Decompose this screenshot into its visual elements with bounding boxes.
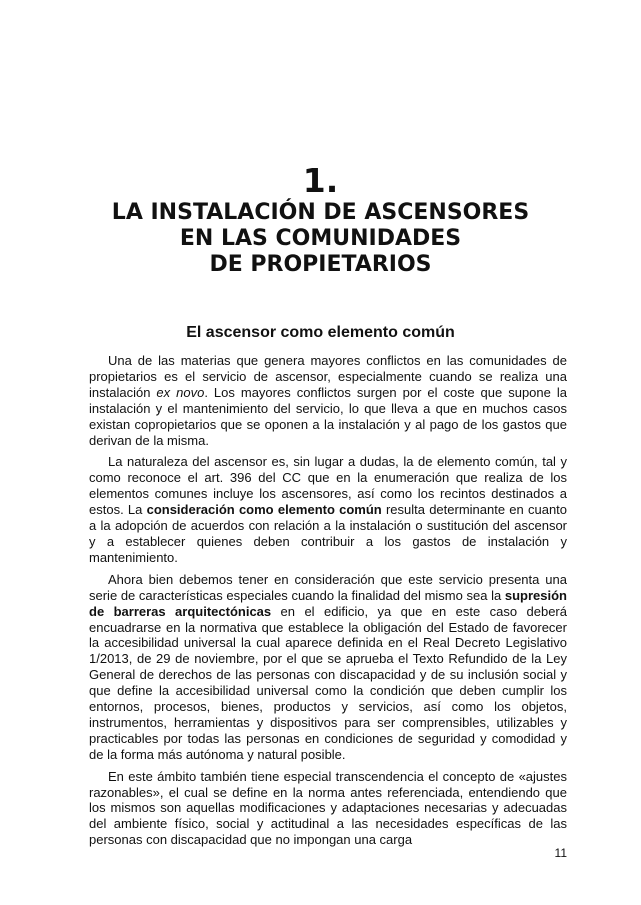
page-number: 11 xyxy=(554,846,567,860)
bold-run: consideración como elemento común xyxy=(146,502,382,518)
text-run: resulta determinante en cuanto a la adopción de acuerdos con relación a la instalación o sustitución del ascensor y a establecer quienes deben contribuir a los gastos de instalación y mantenimiento. xyxy=(89,502,568,565)
section-heading: El ascensor como elemento común xyxy=(186,324,455,341)
text-run: Ahora bien debemos tener en consideración que este servicio presenta una serie de características especiales cuando la finalidad del mismo sea la xyxy=(89,571,567,603)
chapter-title xyxy=(60,200,581,278)
text-run: . Los mayores conflictos surgen por el coste que supone la instalación y el mantenimiento del servicio, lo que lleva a que en muchos casos existan copropietarios que se oponen a la instalación y al pago de los gastos que derivan de la misma. xyxy=(89,384,567,448)
paragraph xyxy=(89,454,567,565)
text-run: Una de las materias que genera mayores conflictos en las comunidades de propietarios es el servicio de ascensor, especialmente cuando se realiza una instalación xyxy=(89,353,567,400)
body-text xyxy=(89,353,567,854)
text-run: La naturaleza del ascensor es, sin lugar a dudas, la de elemento común, tal y como reconoce el art. 396 del CC que en la enumeración que realiza de los elementos comunes incluye los ascensores, así como los recintos destinados a estos. La xyxy=(89,454,567,518)
chapter-title-line: LA INSTALACIÓN DE ASCENSORES xyxy=(111,200,530,225)
chapter-title-line: DE PROPIETARIOS xyxy=(209,252,432,277)
text-run: en el edificio, ya que en este caso deberá encuadrarse en la normativa que establece la obligación del Estado de favorecer la accesibilidad universal la cual aparece definida en el Real Decreto Legislativo 1/2013, de 29 de noviembre, por el que se aprueba el Texto Refundido de la Ley General de derechos de las personas con discapacidad y de su inclusión social y que define la accesibilidad universal como la condición que deben cumplir los entornos, procesos, bienes, productos y servicios, así como los objetos, instrumentos, herramientas y dispositivos para ser comprensibles, utilizables y practicables por todas las personas en condiciones de seguridad y comodidad y de la forma más autónoma y natural posible. xyxy=(89,603,567,762)
chapter-title-line: EN LAS COMUNIDADES xyxy=(179,226,462,251)
chapter-number: 1. xyxy=(302,161,339,200)
paragraph xyxy=(89,769,567,849)
bold-run: supresión de barreras arquitectónicas xyxy=(89,587,567,619)
italic-run: ex novo xyxy=(156,384,205,400)
paragraph xyxy=(89,353,567,448)
paragraph xyxy=(89,572,567,763)
text-run: En este ámbito también tiene especial transcendencia el concepto de «ajustes razonables», el cual se define en la norma antes referenciada, entendiendo que los mismos son aquellas modificaciones y adaptaciones necesarias y adecuadas del ambiente físico, social y actitudinal a las necesidades específicas de las personas con discapacidad que no impongan una carga xyxy=(89,768,567,848)
